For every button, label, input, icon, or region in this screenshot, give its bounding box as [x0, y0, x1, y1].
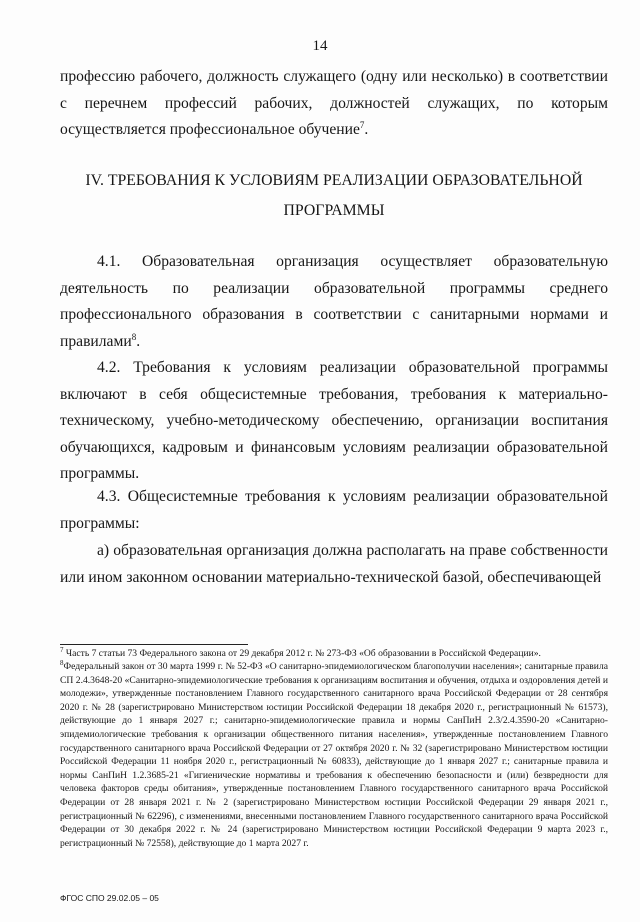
footnote-7-mark: 7	[60, 645, 64, 654]
section-heading: IV. ТРЕБОВАНИЯ К УСЛОВИЯМ РЕАЛИЗАЦИИ ОБРАЗОВАТЕЛЬНОЙ ПРОГРАММЫ	[85, 172, 583, 219]
page-number: 14	[312, 38, 328, 54]
footnote-7	[60, 647, 608, 661]
footnote-8-mark: 8	[60, 658, 64, 667]
intro-paragraph	[60, 64, 608, 144]
footnote-7-text: Часть 7 статьи 73 Федерального закона от 29 декабря 2012 г. № 273-ФЗ «Об образовании в Российской Федерации».	[63, 648, 541, 659]
paragraph-4-3: 4.3. Общесистемные требования к условиям реализации образовательной программы:	[60, 488, 608, 532]
footnote-separator	[60, 644, 248, 645]
paragraph-4-1-text: 4.1. Образовательная организация осуществляет образовательную деятельность по реализации образовательной программы среднего профессионального образования в соответствии с санитарными нормами и правилами	[60, 253, 608, 350]
paragraph-4-1-end: .	[136, 332, 141, 350]
document-footer: ФГОС СПО 29.02.05 – 05	[60, 893, 159, 903]
intro-end: .	[364, 121, 369, 138]
footnote-ref-8[interactable]: 8	[131, 331, 137, 342]
footnote-ref-7[interactable]: 7	[359, 119, 365, 130]
footnote-8	[60, 660, 608, 850]
footnote-8-text: Федеральный закон от 30 марта 1999 г. № 52-ФЗ «О санитарно-эпидемиологическом благополучии населения»; санитарные правила СП 2.4.3648-20 «Санитарно-эпидемиологические требования к организациям воспитания и обучения, отдыха и оздоровления детей и молодежи», утвержденные постановлением Главного государственного санитарного врача Российской Федерации от 28 сентября 2020 г. № 28 (зарегистрировано Министерством юстиции Российской Федерации 18 декабря 2020 г., регистрационный № 61573), действующие до 1 января 2027 г.; санитарно-эпидемиологические правила и нормы СанПиН 2.3/2.4.3590-20 «Санитарно-эпидемиологические требования к организации общественного питания населения», утвержденные постановлением Главного государственного санитарного врача Российской Федерации от 27 октября 2020 г. № 32 (зарегистрировано Министерством юстиции Российской Федерации 11 ноября 2020 г., регистрационный № 60833), действующие до 1 января 2027 г.; санитарные правила и нормы СанПиН 1.2.3685-21 «Гигиенические нормативы и требования к обеспечению безопасности и (или) безвредности для человека факторов среды обитания», утвержденные постановлением Главного государственного санитарного врача Российской Федерации от 28 января 2021 г. № 2 (зарегистрировано Министерством юстиции Российской Федерации 29 января 2021 г., регистрационный № 62296), с изменениями, внесенными постановлением Главного государственного санитарного врача Российской Федерации от 30 декабря 2022 г. № 24 (зарегистрировано Министерством юстиции Российской Федерации 9 марта 2023 г., регистрационный № 72558), действующие до 1 марта 2027 г.	[60, 661, 608, 849]
intro-text: профессию рабочего, должность служащего (одну или несколько) в соответствии с перечнем профессий рабочих, должностей служащих, по которым осуществляется профессиональное обучение	[60, 68, 608, 138]
paragraph-4-2: 4.2. Требования к условиям реализации образовательной программы включают в себя общесистемные требования, требования к материально-техническому, учебно-методическому обеспечению, организации воспитания обучающихся, кадровым и финансовым условиям реализации образовательной программы.	[60, 359, 608, 482]
paragraph-4-1	[60, 249, 608, 355]
paragraph-a: а) образовательная организация должна располагать на праве собственности или ином законном основании материально-технической базой, обеспечивающей	[60, 542, 608, 586]
